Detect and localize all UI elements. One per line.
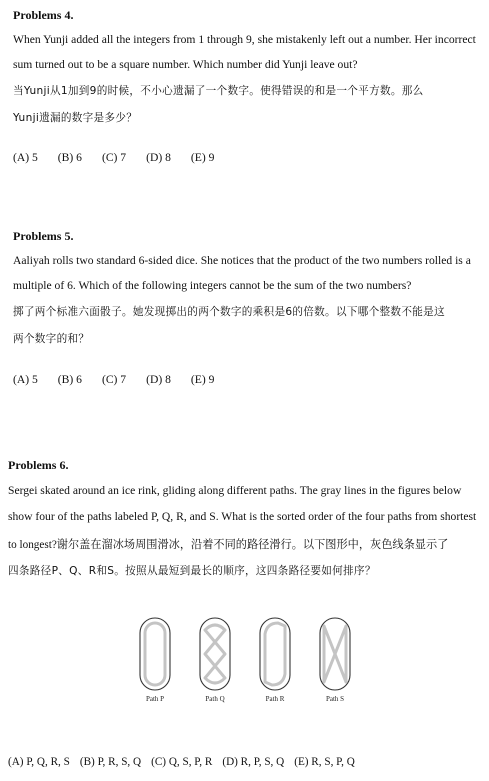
path-p-label: Path P [145, 695, 165, 703]
choice-d[interactable]: (D) R, P, S, Q [222, 756, 285, 768]
path-p-figure [140, 618, 170, 690]
problem-5-cn-line-1: 掷了两个标准六面骰子。她发现掷出的两个数字的乘积是6的倍数。以下哪个整数不能是这 [13, 306, 445, 318]
problem-4-cn-line-2: Yunji遗漏的数字是多少？ [13, 112, 138, 124]
path-q-figure [200, 618, 230, 690]
problem-6-choices [8, 756, 365, 768]
problem-4-text-line-2: sum turned out to be a square number. Which number did Yunji leave out? [13, 58, 358, 71]
choice-c[interactable]: (C) 7 [101, 373, 127, 386]
choice-a[interactable]: (A) 5 [13, 373, 38, 386]
problem-6-heading: Problems 6. [8, 458, 69, 472]
choice-c[interactable]: (C) Q, S, P, R [151, 756, 213, 768]
choice-d[interactable]: (D) 8 [146, 151, 171, 164]
choice-b[interactable]: (B) P, R, S, Q [79, 756, 142, 768]
problem-4-text-line-1: When Yunji added all the integers from 1 through 9, she mistakenly left out a number. Her incorrect [13, 33, 476, 46]
problem-4-cn-line-1: 当Yunji从1加到9的时候，不小心遗漏了一个数字。使得错误的和是一个平方数。那么 [13, 85, 424, 97]
choice-b[interactable]: (B) 6 [57, 373, 82, 386]
problem-5-text-line-1: Aaliyah rolls two standard 6-sided dice. She notices that the product of the two numbers rolled is a [13, 254, 471, 267]
choice-b[interactable]: (B) 6 [57, 151, 82, 164]
path-r-figure [260, 618, 290, 690]
choice-e[interactable]: (E) R, S, P, Q [294, 756, 355, 768]
choice-e[interactable]: (E) 9 [190, 151, 215, 164]
path-q-label: Path Q [205, 695, 225, 703]
problem-5-heading: Problems 5. [13, 229, 74, 243]
ice-rink-paths-figure [128, 612, 368, 708]
problem-6-text-line-1: Sergei skated around an ice rink, gliding along different paths. The gray lines in the figures below [8, 484, 462, 497]
problem-5-choices [13, 373, 234, 386]
problem-4-choices [13, 151, 234, 164]
problem-6-text-line-2: show four of the paths labeled P, Q, R, and S. What is the sorted order of the four paths from shortest [8, 510, 477, 523]
choice-e[interactable]: (E) 9 [190, 373, 215, 386]
problem-5-text-line-2: multiple of 6. Which of the following integers cannot be the sum of the two numbers? [13, 279, 412, 292]
problem-5-cn-line-2: 两个数字的和？ [13, 333, 90, 345]
path-s-figure [320, 618, 350, 690]
problem-6-cn-line-4: 四条路径P、Q、R和S。按照从最短到最长的顺序，这四条路径要如何排序？ [8, 565, 376, 577]
choice-c[interactable]: (C) 7 [101, 151, 127, 164]
choice-a[interactable]: (A) P, Q, R, S [8, 756, 70, 768]
path-r-label: Path R [265, 695, 285, 703]
choice-a[interactable]: (A) 5 [13, 151, 38, 164]
path-s-label: Path S [325, 695, 345, 703]
problem-4-heading: Problems 4. [13, 8, 74, 22]
problem-6-text-line-3: to longest?谢尔盖在溜冰场周围滑冰，沿着不同的路径滑行。以下图形中，灰色线条显示了 [8, 539, 449, 551]
choice-d[interactable]: (D) 8 [146, 373, 171, 386]
